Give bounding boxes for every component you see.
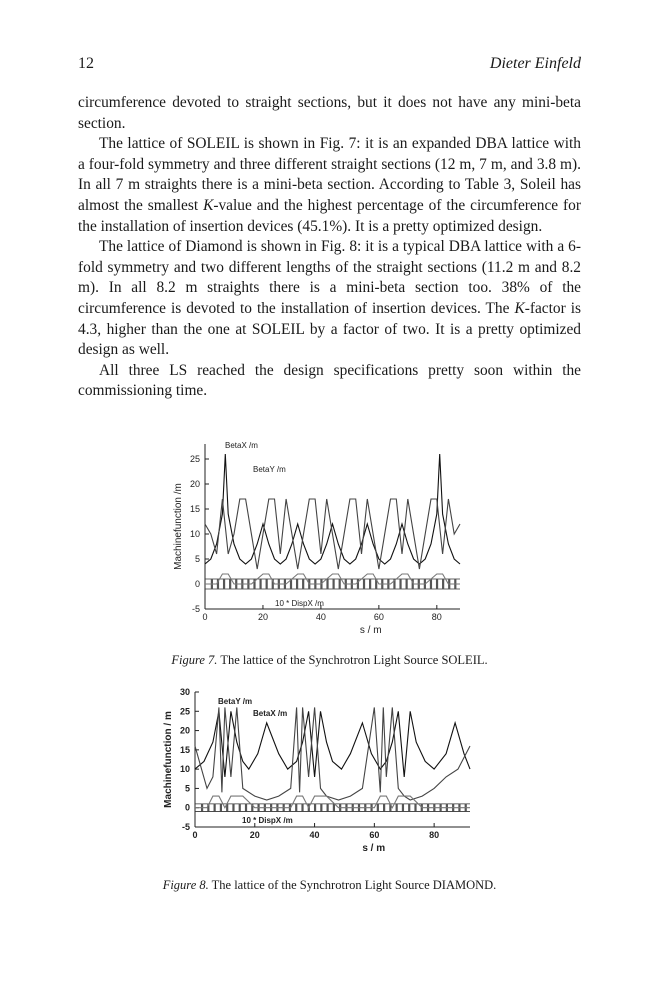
paragraph-2 [78,134,581,237]
magnet-block [214,804,216,812]
magnet-block [383,804,385,812]
figure-8-text: The lattice of the Synchrotron Light Source DIAMOND. [208,878,497,892]
x-tick-label: 0 [192,830,198,840]
x-tick-label: 20 [257,612,268,622]
x-tick-label: 80 [431,612,442,622]
magnet-block [296,579,298,589]
paragraph-3-part-2: -factor is 4.3, higher than the one at SOLEIL by a factor of two. It is a pretty optimized design as well. [78,299,581,359]
magnet-block [414,804,416,812]
annotation-label: 10 * DispX /m [275,599,324,608]
paragraph-2-part-2: -value and the highest percentage of the circumference for the installation of insertion devices (45.1%). It is a pretty optimized design. [78,196,581,235]
body-text [78,93,581,402]
y-tick-label: 25 [189,454,200,464]
y-tick-label: 15 [189,504,200,514]
annotation-label: BetaX /m [225,441,258,450]
x-tick-label: 80 [429,830,440,840]
y-tick-label: 10 [189,529,200,539]
magnet-block [245,804,247,812]
y-tick-label: 15 [179,744,190,755]
soleil-chart-svg [150,430,480,645]
y-tick-label: 20 [189,479,200,489]
magnet-block [302,579,304,589]
x-tick-label: 60 [369,830,380,840]
page-header [78,55,581,77]
x-axis-label: s / m [362,843,386,854]
x-tick-label: 40 [315,612,326,622]
y-tick-label: 0 [184,802,190,813]
y-tick-label: 25 [179,706,190,717]
magnet-block [396,804,398,812]
magnet-block [326,579,328,589]
y-axis-label: Machinefunction / m [163,711,174,808]
paragraph-1: circumference devoted to straight sections, but it does not have any mini-beta section. [78,94,581,132]
magnet-block [220,804,222,812]
y-tick-label: -5 [191,604,200,614]
magnet-block [229,579,231,589]
series-line [205,499,460,569]
magnet-block [333,804,335,812]
x-axis-label: s / m [359,625,382,636]
magnet-block [399,579,401,589]
k-symbol: K [203,196,214,214]
magnet-block [320,804,322,812]
magnet-block [377,804,379,812]
magnet-block [408,804,410,812]
y-tick-label: 5 [184,783,190,794]
series-line [195,707,470,800]
magnet-block [259,579,261,589]
figure-7-caption [0,653,659,668]
magnet-block [314,804,316,812]
y-tick-label: 20 [179,725,190,736]
y-tick-label: -5 [181,822,190,832]
figure-8-caption [0,878,659,893]
magnet-block [239,804,241,812]
magnet-block [327,804,329,812]
figure-7-label: Figure 7. [171,653,218,667]
y-axis-label: Machinefunction /m [173,483,184,570]
annotation-label: BetaX /m [253,709,288,718]
annotation-label: 10 * DispX /m [242,816,293,825]
y-tick-label: 10 [179,764,190,775]
magnet-block [363,579,365,589]
figure-8-label: Figure 8. [162,878,209,892]
magnet-block [442,579,444,589]
magnet-block [266,579,268,589]
x-tick-label: 60 [373,612,384,622]
page-number: 12 [78,55,94,72]
magnet-block [357,579,359,589]
paragraph-2-part-1: The lattice of SOLEIL is shown in Fig. 7: it is an expanded DBA lattice with a four-fold symmetry and three different straight sections (12 m, 7 m, and 3.8 m). In all 7 m straights there is a mini-beta section. According to Table 3, Soleil has almost the smallest [78,135,581,214]
paragraph-3 [78,237,581,361]
annotation-label: BetaY /m [253,465,286,474]
magnet-block [430,579,432,589]
figure-7-soleil-chart [150,430,480,645]
magnet-block [369,579,371,589]
y-tick-label: 0 [194,579,200,589]
magnet-block [339,579,341,589]
y-tick-label: 30 [179,687,190,697]
magnet-block [301,804,303,812]
annotation-label: BetaY /m [218,697,253,706]
y-tick-label: 5 [194,554,200,564]
magnet-block [295,804,297,812]
magnet-block [402,804,404,812]
figure-7-text: The lattice of the Synchrotron Light Source SOLEIL. [217,653,488,667]
x-tick-label: 40 [309,830,320,840]
paragraph-4: All three LS reached the design specifications pretty soon within the commissioning time. [78,361,581,400]
magnet-block [232,804,234,812]
x-tick-label: 20 [249,830,260,840]
magnet-block [436,579,438,589]
figure-8-diamond-chart [150,680,480,860]
x-tick-label: 0 [202,612,208,622]
series-line [195,711,470,777]
series-line [205,454,460,564]
diamond-chart-svg [150,680,480,860]
magnet-block [406,579,408,589]
magnet-block [223,579,225,589]
paragraph-3-part-1: The lattice of Diamond is shown in Fig. 8: it is a typical DBA lattice with a 6-fold symmetry and two different lengths of the straight sections (11.2 m and 8.2 m). In all 8.2 m straights there is a mini-beta section too. 38% of the circumference is devoted to the installation of insertion devices. The [78,238,581,317]
k-symbol: K [514,299,525,317]
running-author: Dieter Einfeld [489,55,581,72]
magnet-block [333,579,335,589]
